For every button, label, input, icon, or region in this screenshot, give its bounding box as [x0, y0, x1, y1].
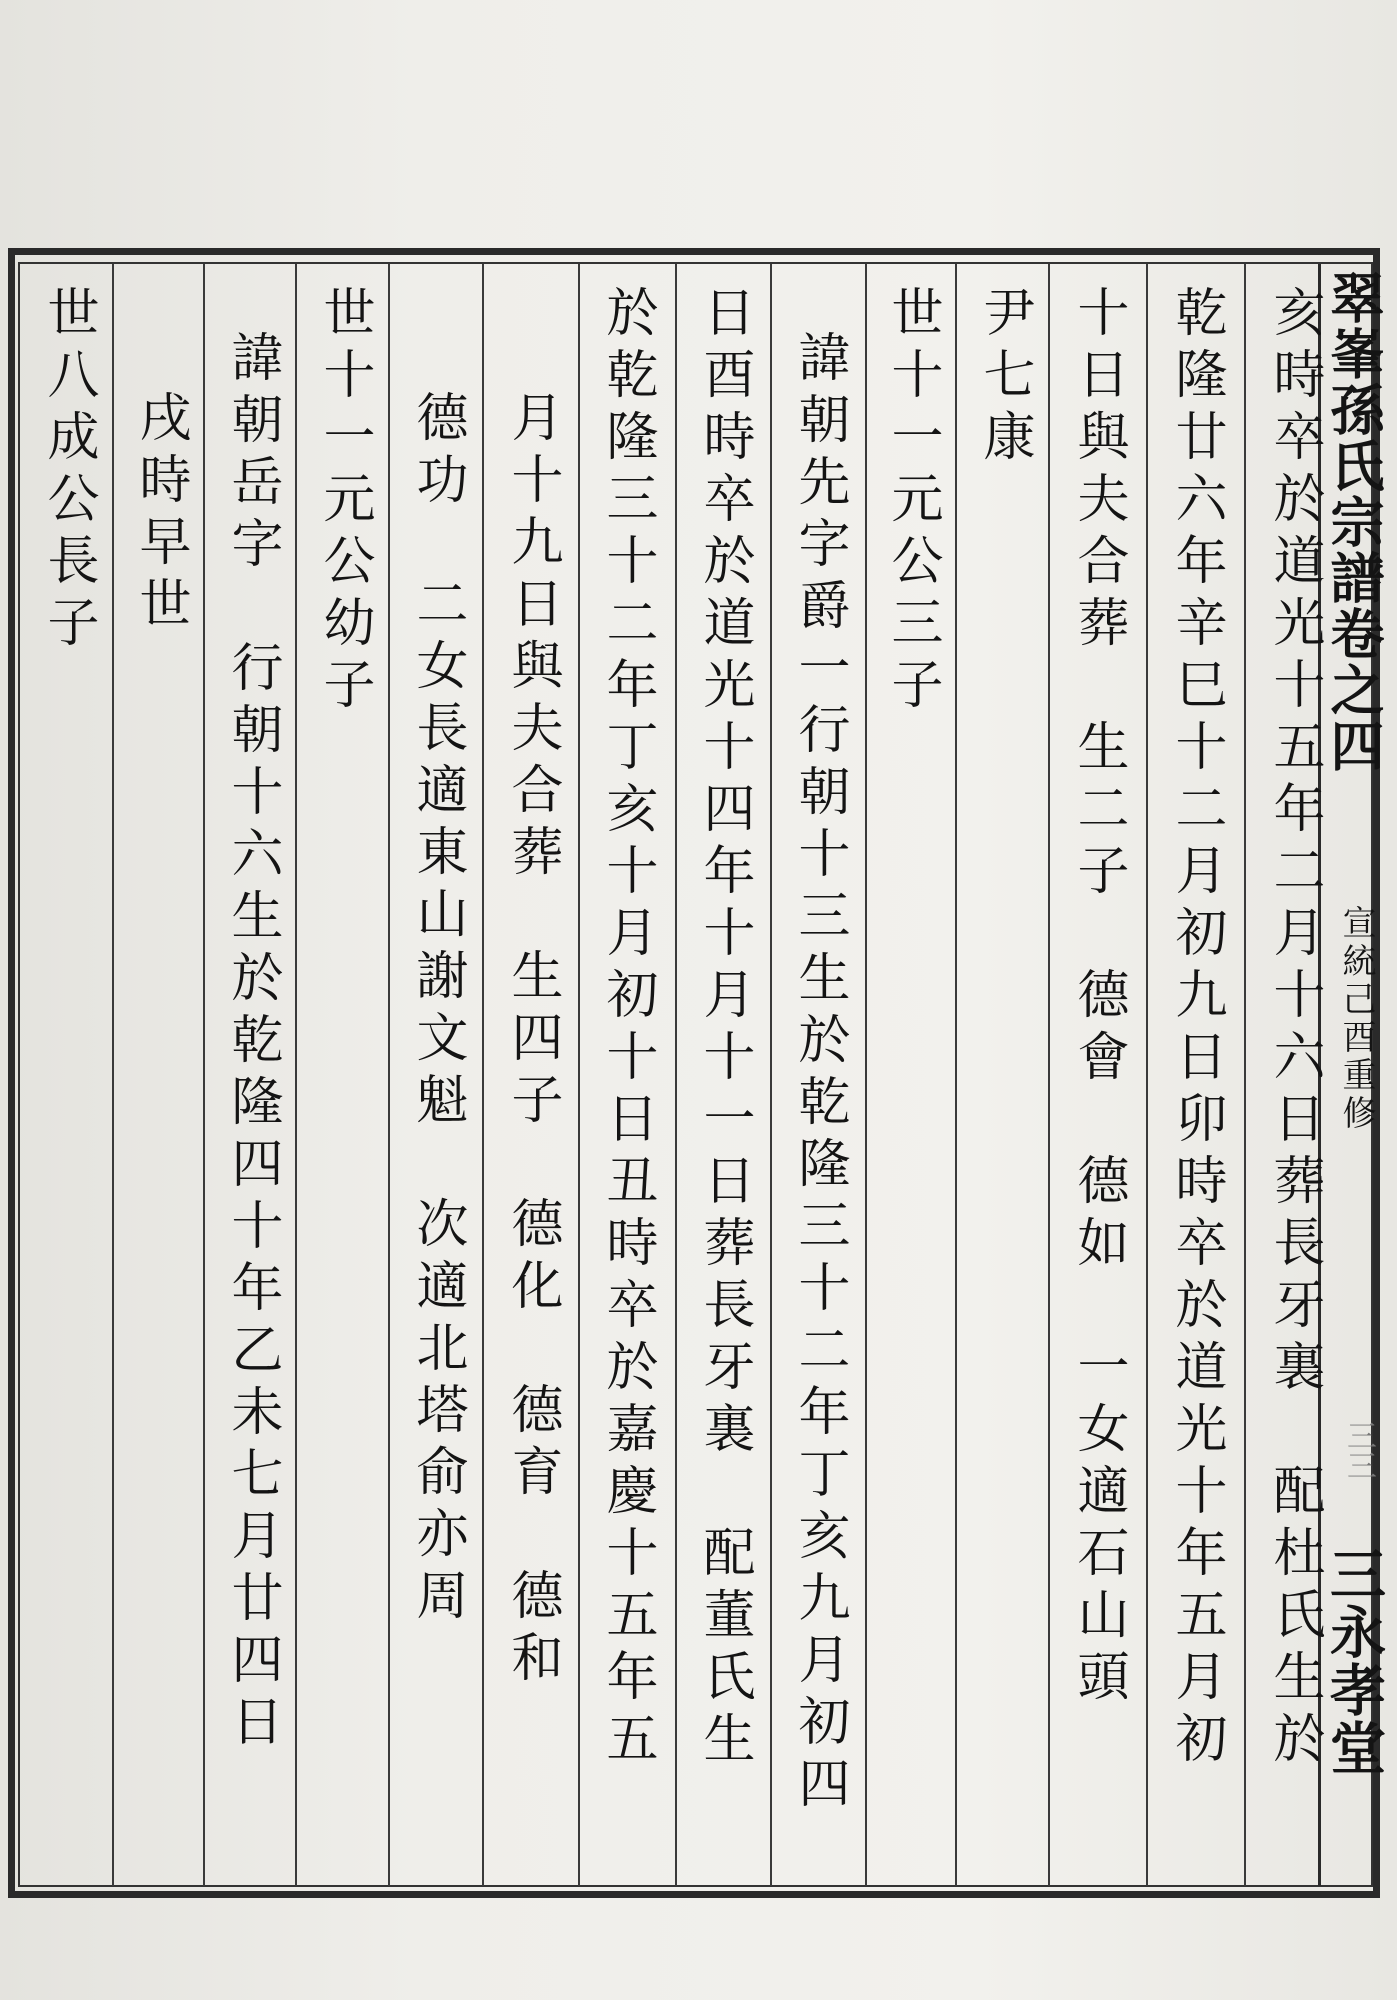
column-divider	[203, 264, 205, 1886]
column-divider	[675, 264, 677, 1886]
column-divider	[1146, 264, 1148, 1886]
edition-label: 宣統己酉重修	[1336, 905, 1376, 1133]
volume-label: 卷之四	[1322, 606, 1386, 774]
genealogy-title	[1322, 270, 1386, 774]
column-divider	[482, 264, 484, 1886]
text-column-8: 於乾隆三十二年丁亥十月初十日丑時卒於嘉慶十五年五	[597, 285, 657, 1773]
text-column-12: 諱朝岳字 行朝十六生於乾隆四十年乙未七月廿四日	[222, 330, 282, 1756]
text-column-7: 日酉時卒於道光十四年十月十一日葬長牙裏 配董氏生	[694, 285, 754, 1773]
column-divider	[112, 264, 114, 1886]
column-divider	[295, 264, 297, 1886]
column-divider	[955, 264, 957, 1886]
text-column-13: 戌時早世	[130, 390, 190, 638]
text-column-4: 尹七康	[974, 285, 1034, 471]
column-divider	[388, 264, 390, 1886]
folio-number: 三三	[1341, 1420, 1376, 1480]
text-column-1: 亥時卒於道光十五年二月十六日葬長牙裏 配杜氏生於	[1264, 285, 1324, 1773]
text-column-14: 世八成公長子	[38, 285, 98, 657]
text-column-6: 諱朝先字爵一行朝十三生於乾隆三十二年丁亥九月初四	[789, 330, 849, 1818]
text-column-5: 世十一元公三子	[882, 285, 942, 719]
column-divider	[1244, 264, 1246, 1886]
column-divider	[578, 264, 580, 1886]
column-divider	[865, 264, 867, 1886]
book-title: 翠峯孫氏宗譜	[1322, 270, 1386, 606]
text-column-9: 月十九日與夫合葬 生四子 德化 德育 德和	[502, 390, 562, 1692]
column-divider	[770, 264, 772, 1886]
hall-name: 三永孝堂	[1321, 1545, 1387, 1777]
column-divider	[1048, 264, 1050, 1886]
text-column-2: 乾隆廿六年辛巳十二月初九日卯時卒於道光十年五月初	[1166, 285, 1226, 1773]
text-column-11: 世十一元公幼子	[314, 285, 374, 719]
text-column-10: 德功 二女長適東山謝文魁 次適北塔俞亦周	[407, 390, 467, 1630]
text-column-3: 十日與夫合葬 生二子 德會 德如 一女適石山頭	[1068, 285, 1128, 1711]
